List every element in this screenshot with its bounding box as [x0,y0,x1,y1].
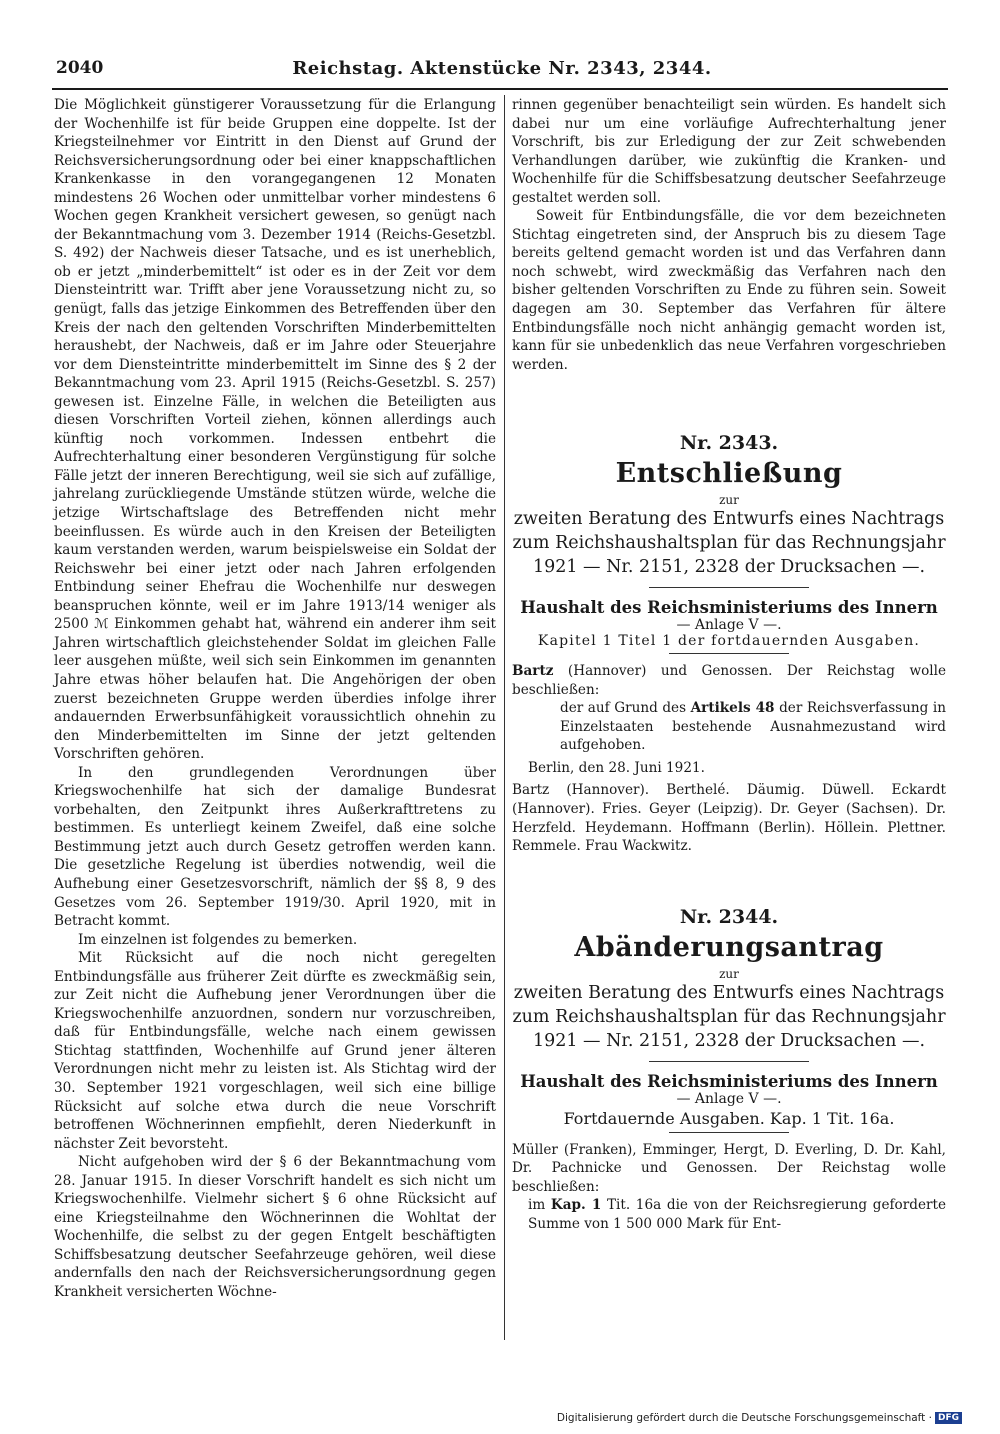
doc-2344-motion-text [528,1196,946,1233]
doc-2343-mover: Bartz [512,663,554,680]
doc-2343-motion-text [560,699,946,755]
doc-2344-subtitle: zweiten Beratung des Entwurfs eines Nachtrags zum Reichshaushaltsplan für das Rechnungsjahr 1921 — Nr. 2151, 2328 der Drucksachen —. [512,982,946,1051]
doc-2343-motion-post: der Reichsverfassung in Einzelstaaten bestehende Ausnahmezustand wird aufgehoben. [560,700,947,754]
page-number: 2040 [56,58,104,78]
left-paragraph-4: Mit Rücksicht auf die noch nicht geregelten Entbindungsfälle aus früherer Zeit dürfte es zweckmäßig sein, zur Zeit nicht die Aufhebung jener Verordnungen über die Kriegswochenhilfe anzuordnen, sondern nur vorzuschreiben, daß für Entbindungsfälle, welche nach einem gewissen Stichtag stattfinden, Wochenhilfe auf Grund jener älteren Verordnungen nicht mehr zu leisten ist. Als Stichtag wird der 30. September 1921 vorgeschlagen, weil sich eine billige Rücksicht auf solche etwa durch die neue Vorschrift betroffenen Wöchnerinnen empfiehlt, deren Niederkunft in nächster Zeit bevorsteht. [54,950,496,1152]
doc-2344-title: Abänderungsantrag [574,931,884,963]
doc-2343-motion-intro-text: (Hannover) und Genossen. Der Reichstag wolle beschließen: [512,663,946,698]
doc-2344-rule [649,1061,809,1062]
doc-2344-motion-post: Tit. 16a die von der Reichsregierung geforderte Summe von 1 500 000 Mark für Ent- [528,1197,946,1232]
doc-2343-motion-pre: der auf Grund des [560,700,691,717]
doc-2343-title: Entschließung [615,458,843,490]
digitization-note [557,1412,962,1424]
doc-2344-number: Nr. 2344. [679,905,779,928]
doc-2343-zur: zur [719,493,739,508]
doc-2344-rule-2 [669,1132,789,1133]
doc-2343-number: Nr. 2343. [679,432,779,455]
doc-2343-section: Haushalt des Reichsministeriums des Innern [520,598,938,618]
doc-2344-kap: Kap. 1 [550,1197,602,1214]
doc-2343-signatories: Bartz (Hannover). Berthelé. Däumig. Düwell. Eckardt (Hannover). Fries. Geyer (Leipzig). Dr. Geyer (Sachsen). Dr. Herzfeld. Heydemann. Hoffmann (Berlin). Höllein. Plettner. Remmele. Frau Wackwitz. [512,782,946,855]
doc-2344-anlage: — Anlage V —. [676,1090,782,1107]
document-2344 [512,906,946,1234]
doc-2343-article: Artikels 48 [690,700,775,717]
doc-2343-subtitle: zweiten Beratung des Entwurfs eines Nachtrags zum Reichshaushaltsplan für das Rechnungsjahr 1921 — Nr. 2151, 2328 der Drucksachen —. [512,509,946,578]
doc-2344-motion-pre: im [528,1197,551,1214]
left-paragraph-2: In den grundlegenden Verordnungen über Kriegswochenhilfe hat sich der damalige Bundesrat vorbehalten, den Zeitpunkt ihres Außerkrafttretens zu bestimmen. Es unterliegt keinem Zweifel, daß eine solche Bestimmung jetzt auch durch Gesetz getroffen werden kann. Die gesetzliche Regelung ist überdies notwendig, weil die Aufhebung einer Gesetzesvorschrift, nämlich der §§ 8, 9 des Gesetzes vom 26. September 1919/30. April 1920, mit in Betracht kommt. [54,764,496,930]
doc-2343-rule [649,587,809,588]
right-paragraph-1: rinnen gegenüber benachteiligt sein würden. Es handelt sich dabei nur um eine vorläufige Aufrechterhaltung jener Vorschrift, bis zur Erledigung der zur Zeit schwebenden Verhandlungen darüber, wie zukünftig die Kranken- und Wochenhilfe für die Schiffsbesatzung deutscher Seefahrzeuge gestaltet werden soll. [512,97,946,206]
right-paragraph-2: Soweit für Entbindungsfälle, die vor dem bezeichneten Stichtag eingetreten sind, der Anspruch bis zu diesem Tage bereits geltend gemacht worden ist und das Verfahren dann noch schwebt, wird zweckmäßig das Verfahren nach den bisher geltenden Vorschriften zu Ende zu führen sein. Soweit dagegen am 30. September das Verfahren für ältere Entbindungsfälle noch nicht anhängig gemacht worden ist, kann für sie unbedenklich das neue Verfahren vorgeschrieben werden. [512,208,946,373]
right-column [512,96,946,1233]
doc-2343-date: Berlin, den 28. Juni 1921. [528,759,705,776]
doc-2343-motion-intro [512,662,946,699]
left-paragraph-1: Die Möglichkeit günstigerer Voraussetzung für die Erlangung der Wochenhilfe ist für beide Gruppen eine doppelte. Ist der Kriegsteilnehmer vor Eintritt in den Dienst auf Grund der Reichsversicherungsordnung oder bei einer knappschaftlichen Krankenkasse in den vorangegangenen 12 Monaten mindestens 26 Wochen oder unmittelbar vorher mindestens 6 Wochen gegen Krankheit versichert gewesen, so genügt nach der Bekanntmachung vom 3. Dezember 1914 (Reichs-Gesetzbl. S. 492) der Nachweis dieser Tatsache, und es ist unerheblich, ob er jetzt „minderbemittelt“ ist oder es in der Zeit vor dem Diensteintritt war. Trifft aber jene Voraussetzung nicht zu, so genügt, falls das jetzige Einkommen des Betreffenden über den Kreis der nach den geltenden Vorschriften Minderbemittelten heraushebt, der Nachweis, daß er im Jahre oder Steuerjahre vor dem Diensteintritte minderbemittelt im Sinne des § 2 der Bekanntmachung vom 23. April 1915 (Reichs-Gesetzbl. S. 257) gewesen ist. Einzelne Fälle, in welchen die Beteiligten aus diesen Vorschriften Vorteil ziehen, können allerdings auch künftig noch vorkommen. Indessen entbehrt die Aufrechterhaltung einer besonderen Vergünstigung für solche Fälle jetzt der inneren Berechtigung, weil sie sich auf zufällige, jahrelang zurückliegende Umstände stützen würde, welche die jetzige Wirtschaftslage des Betreffenden nicht mehr beeinflussen. Es würde auch in den Kreisen der Beteiligten kaum verstanden werden, warum beispielsweise ein Soldat der Reichswehr bei einer jetzt oder nach Jahren erfolgenden Entbindung seiner Ehefrau die Wochenhilfe nur deswegen beanspruchen könnte, weil er im Jahre 1913/14 weniger als 2500 ℳ Einkommen gehabt hat, während ein anderer ihm seit Jahren wirtschaftlich gleichstehender Soldat im gleichen Falle leer ausgehen müßte, weil sich sein Einkommen im genannten Jahre etwas höher belaufen hat. Die Angehörigen der oben zuerst bezeichneten Gruppe werden überdies infolge ihrer andauernden Erwerbsunfähigkeit voraussichtlich ohnehin zu den Minderbemittelten im Sinne der jetzt geltenden Vorschriften gehören. [54,97,496,763]
page-header [52,58,952,86]
left-paragraph-3: Im einzelnen ist folgendes zu bemerken. [78,931,358,948]
left-column [54,96,496,1302]
doc-2344-zur: zur [719,966,739,981]
doc-2344-section: Haushalt des Reichsministeriums des Innern [520,1071,938,1091]
doc-2344-fortdauernde: Fortdauernde Ausgaben. Kap. 1 Tit. 16a. [563,1108,895,1128]
document-2343 [512,432,946,855]
left-paragraph-5: Nicht aufgehoben wird der § 6 der Bekanntmachung vom 28. Januar 1915. In dieser Vorschrift handelt es sich nicht um Kriegswochenhilfe. Vielmehr sichert § 6 ohne Rücksicht auf eine Kriegsteilnahme den Wöchnerinnen die Wohltat der Wochenhilfe, die selbst zu der gegen Entgelt beschäftigten Schiffsbesatzung deutscher Seefahrzeuge gehören, weil diese andernfalls den nach der Reichsversicherungsordnung gegen Krankheit versicherten Wöchne- [54,1154,496,1300]
doc-2344-movers: Müller (Franken), Emminger, Hergt, D. Everling, D. Dr. Kahl, Dr. Pachnicke und Genossen. Der Reichstag wolle beschließen: [512,1141,946,1195]
doc-2343-rule-2 [669,653,789,654]
doc-2343-kapitel: Kapitel 1 Titel 1 der fortdauernden Ausgaben. [537,633,921,650]
dfg-logo: DFG [935,1412,962,1424]
doc-2343-anlage: — Anlage V —. [676,617,782,634]
column-divider [504,95,505,1340]
header-rule [52,88,948,90]
digitization-note-text: Digitalisierung gefördert durch die Deutsche Forschungsgemeinschaft · [556,1412,932,1424]
running-head: Reichstag. Aktenstücke Nr. 2343, 2344. [292,58,712,79]
